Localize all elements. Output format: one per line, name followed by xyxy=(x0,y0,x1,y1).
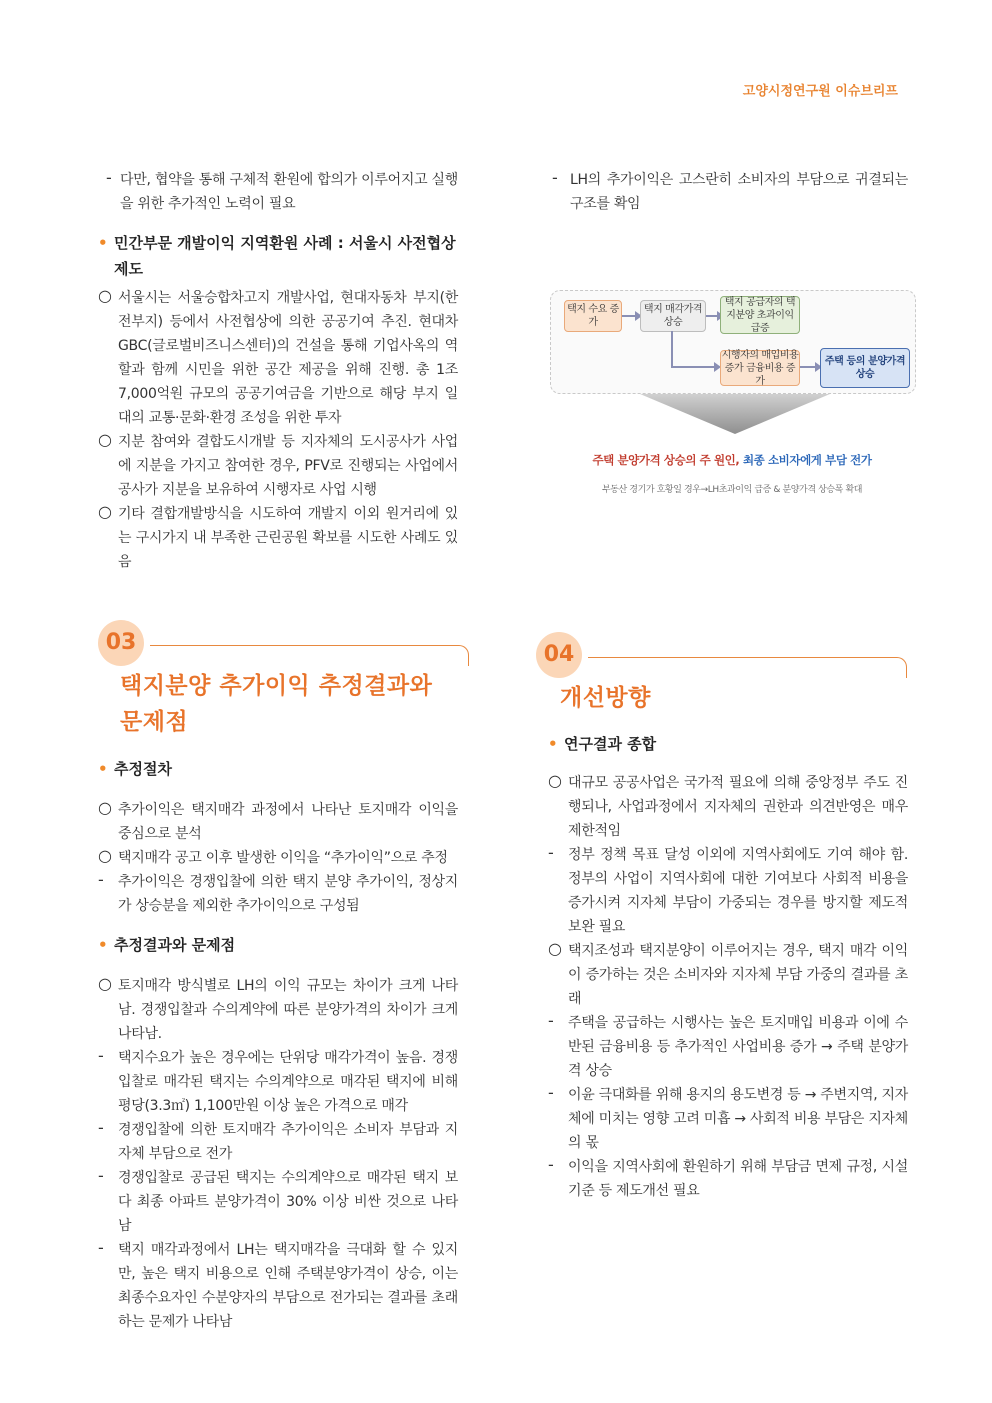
list-item xyxy=(98,1046,458,1118)
diagram-subcaption: 부동산 경기가 호황일 경우→LH초과이익 급증 & 분양가격 상승폭 확대 xyxy=(601,485,863,495)
item-marker: ○ xyxy=(98,846,112,865)
item-marker: - xyxy=(98,1238,104,1257)
list-item xyxy=(548,1155,908,1203)
subheading-summary: • 연구결과 종합 xyxy=(548,735,657,753)
chevron-down-icon xyxy=(640,394,830,436)
item-text: 택지조성과 택지분양이 이루어지는 경우, 택지 매각 이익이 증가하는 것은 소비자와 지자체 부담 가중의 결과를 초래 xyxy=(568,943,908,1007)
list-item xyxy=(98,286,458,430)
item-marker: - xyxy=(98,1046,104,1065)
list-item xyxy=(98,1238,458,1334)
list-item xyxy=(98,1118,458,1166)
list-item xyxy=(548,1083,908,1155)
item-marker: - xyxy=(552,168,558,187)
item-marker: ○ xyxy=(98,286,112,305)
item-marker: - xyxy=(106,168,112,187)
list-item xyxy=(98,974,458,1046)
section03-content xyxy=(98,756,458,1334)
item-marker: - xyxy=(98,1166,104,1185)
item-text: 이윤 극대화를 위해 용지의 용도변경 등 → 주변지역, 지자체에 미치는 영향 고려 미흡 → 사회적 비용 부담은 지자체의 몫 xyxy=(568,1087,908,1151)
list-item xyxy=(548,168,908,216)
list-item xyxy=(548,843,908,939)
connector-line xyxy=(671,331,673,367)
header-title: 고양시정연구원 이슈브리프 xyxy=(742,84,898,99)
subheading-results: • 추정결과와 문제점 xyxy=(98,936,236,954)
right-top-column xyxy=(548,168,908,216)
list-item xyxy=(98,846,458,870)
arrow-icon xyxy=(800,366,816,368)
section-divider xyxy=(588,657,907,678)
list-item xyxy=(98,870,458,918)
arrow-icon xyxy=(671,366,715,368)
item-text: 기타 결합개발방식을 시도하여 개발지 이외 원거리에 있는 구시가지 내 부족한 근린공원 확보를 시도한 사례도 있음 xyxy=(118,506,458,570)
item-text: 추가이익은 택지매각 과정에서 나타난 토지매각 이익을 중심으로 분석 xyxy=(118,802,458,842)
item-marker: ○ xyxy=(98,430,112,449)
item-marker: - xyxy=(548,1083,554,1102)
subheading-procedure: • 추정절차 xyxy=(98,760,172,778)
item-marker: - xyxy=(98,1118,104,1137)
arrow-icon xyxy=(622,315,636,317)
item-marker: ○ xyxy=(98,502,112,521)
item-marker: - xyxy=(548,1011,554,1030)
item-text: 이익을 지역사회에 환원하기 위해 부담금 면제 규정, 시설 기준 등 제도개선 필요 xyxy=(568,1159,908,1199)
flow-diagram xyxy=(548,288,916,508)
item-text: 지분 참여와 결합도시개발 등 지자체의 도시공사가 사업에 지분을 가지고 참여한 경우, PFV로 진행되는 사업에서 공사가 지분을 보유하여 시행자로 사업 시행 xyxy=(118,434,458,498)
item-text: LH의 추가이익은 고스란히 소비자의 부담으로 귀결되는 구조를 확임 xyxy=(570,172,908,212)
diagram-box-housing-price: 주택 등의 분양가격 상승 xyxy=(820,348,910,388)
item-text: 주택을 공급하는 시행사는 높은 토지매입 비용과 이에 수반된 금융비용 등 추가적인 사업비용 증가 → 주택 분양가격 상승 xyxy=(568,1015,908,1079)
section-number-04: 04 xyxy=(536,632,582,678)
list-item xyxy=(98,168,458,216)
item-marker: - xyxy=(548,1155,554,1174)
item-text: 서울시는 서울승합차고지 개발사업, 현대자동차 부지(한전부지) 등에서 사전협상에 의한 공공기여 추진. 현대차 GBC(글로벌비즈니스센터)의 건설을 통해 기업사옥의 역할과 함께 시민을 위한 공간 제공을 위해 진행. 총 1조 7,000억원 규모의 공공기여금을 기반으로 해당 부지 일대의 교통·문화·환경 조성을 위한 투자 xyxy=(118,290,458,426)
section-number-03: 03 xyxy=(98,620,144,666)
item-marker: ○ xyxy=(548,771,562,790)
item-text: 택지매각 공고 이후 발생한 이익을 “추가이익”으로 추정 xyxy=(118,850,448,866)
list-item xyxy=(98,502,458,574)
item-text: 대규모 공공사업은 국가적 필요에 의해 중앙정부 주도 진행되나, 사업과정에서 지자체의 권한과 의견반영은 매우 제한적임 xyxy=(568,775,908,839)
arrow-icon xyxy=(706,315,718,317)
diagram-caption: 주택 분양가격 상승의 주 원인, 최종 소비자에게 부담 전가 xyxy=(592,453,872,467)
list-item xyxy=(98,798,458,846)
diagram-box-price: 택지 매각가격 상승 xyxy=(640,300,706,332)
item-marker: ○ xyxy=(98,974,112,993)
diagram-box-demand: 택지 수요 증가 xyxy=(564,300,622,332)
diagram-box-excess-profit: 택지 공급자의 택지분양 초과이익 급증 xyxy=(720,296,800,334)
list-item xyxy=(548,771,908,843)
item-text: 토지매각 방식별로 LH의 이익 규모는 차이가 크게 나타남. 경쟁입찰과 수의계약에 따른 분양가격의 차이가 크게 나타남. xyxy=(118,978,458,1042)
left-top-column xyxy=(98,168,458,574)
item-text: 추가이익은 경쟁입찰에 의한 택지 분양 추가이익, 정상지가 상승분을 제외한 추가이익으로 구성됨 xyxy=(118,874,458,914)
list-item xyxy=(98,430,458,502)
item-marker: ○ xyxy=(98,798,112,817)
list-item xyxy=(548,939,908,1011)
section-title-03: 택지분양 추가이익 추정결과와 문제점 xyxy=(120,673,433,735)
item-marker: ○ xyxy=(548,939,562,958)
section04-content xyxy=(548,731,908,1203)
item-text: 택지 매각과정에서 LH는 택지매각을 극대화 할 수 있지만, 높은 택지 비용으로 인해 주택분양가격이 상승, 이는 최종수요자인 수분양자의 부담으로 전가되는 결과를 초래하는 문제가 나타남 xyxy=(118,1242,458,1330)
item-text: 다만, 협약을 통해 구체적 환원에 합의가 이루어지고 실행을 위한 추가적인 노력이 필요 xyxy=(120,172,458,212)
section-heading: • 민간부문 개발이익 지역환원 사례 : 서울시 사전협상제도 xyxy=(98,234,456,278)
diagram-box-cost: 시행자의 매입비용 증가 금융비용 증가 xyxy=(721,349,799,387)
item-text: 택지수요가 높은 경우에는 단위당 매각가격이 높음. 경쟁입찰로 매각된 택지는 수의계약으로 매각된 택지에 비해 평당(3.3㎡) 1,100만원 이상 높은 가격으로 매각 xyxy=(118,1050,458,1114)
list-item xyxy=(98,1166,458,1238)
item-text: 경쟁입찰로 공급된 택지는 수의계약으로 매각된 택지 보다 최종 아파트 분양가격이 30% 이상 비싼 것으로 나타남 xyxy=(118,1170,458,1234)
item-marker: - xyxy=(98,870,104,889)
item-text: 정부 정책 목표 달성 이외에 지역사회에도 기여 해야 함. 정부의 사업이 지역사회에 대한 기여보다 사회적 비용을 증가시켜 지자체 부담이 가중되는 경우를 방지할 제도적 보완 필요 xyxy=(568,847,908,935)
section-divider xyxy=(150,645,469,666)
section-title-04: 개선방향 xyxy=(560,685,651,711)
item-marker: - xyxy=(548,843,554,862)
list-item xyxy=(548,1011,908,1083)
item-text: 경쟁입찰에 의한 토지매각 추가이익은 소비자 부담과 지자체 부담으로 전가 xyxy=(118,1122,458,1162)
